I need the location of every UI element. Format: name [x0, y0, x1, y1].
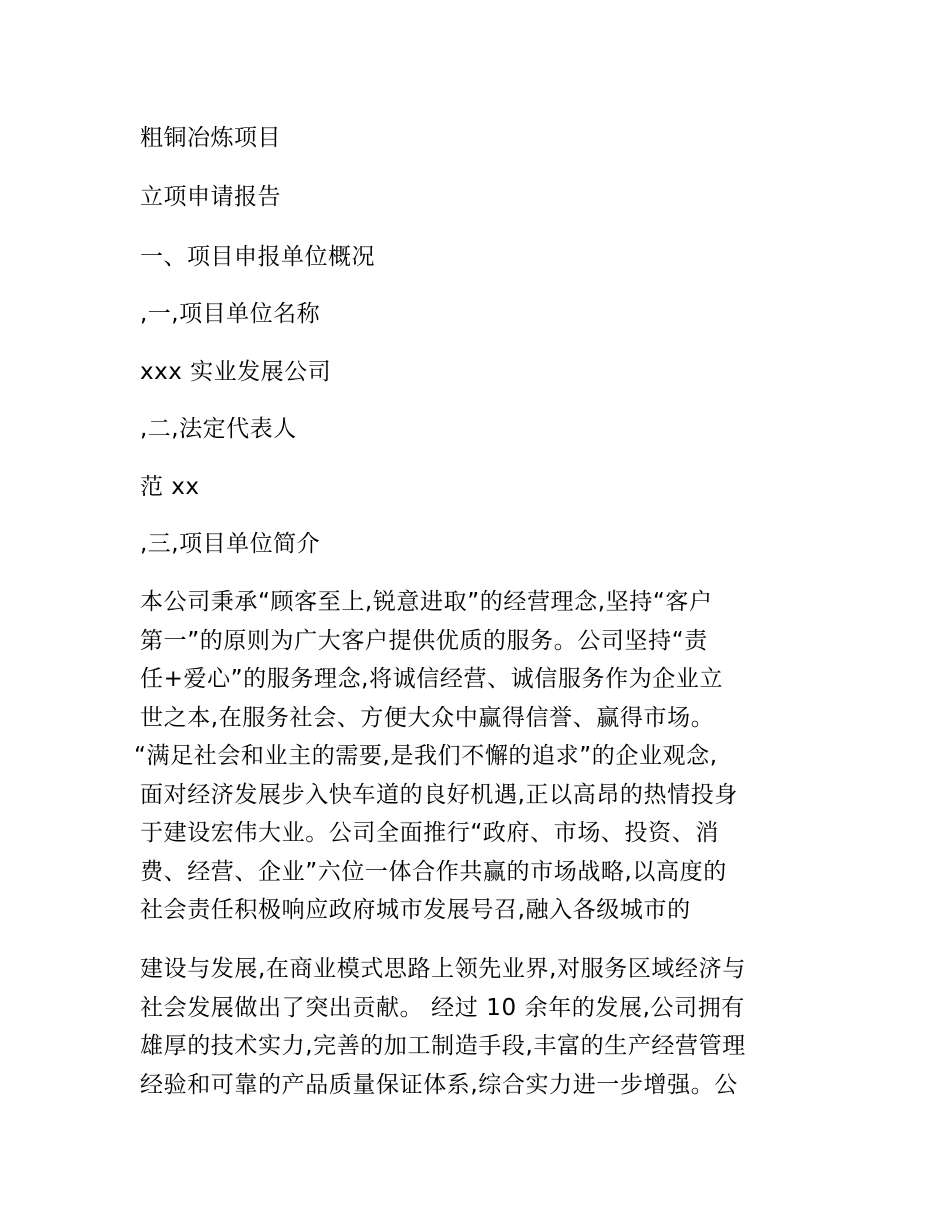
subsection-heading-legal-rep: ,二,法定代表人: [140, 416, 297, 442]
intro-paragraph-2: [140, 950, 820, 1104]
legal-rep-value: 范 xx: [140, 474, 200, 500]
paragraph-line: 世之本,在服务社会、方便大众中赢得信誉、赢得市场。: [140, 704, 715, 731]
paragraph-line: 社会责任积极响应政府城市发展号召,融入各级城市的: [140, 897, 691, 923]
paragraph-line: 社会发展做出了突出贡献。 经过 10 余年的发展,公司拥有: [140, 994, 745, 1021]
paragraph-line: 建设与发展,在商业模式思路上领先业界,对服务区域经济与: [140, 956, 746, 982]
title-line-1: 粗铜冶炼项目: [140, 125, 281, 151]
paragraph-line: 雄厚的技术实力,完善的加工制造手段,丰富的生产经营管理: [140, 1033, 746, 1059]
paragraph-line: 经验和可靠的产品质量保证体系,综合实力进一步增强。公: [140, 1071, 738, 1098]
paragraph-line: “满足社会和业主的需要,是我们不懈的追求”的企业观念,: [134, 743, 718, 769]
paragraph-line: 于建设宏伟大业。公司全面推行“政府、市场、投资、消: [140, 820, 719, 846]
paragraph-line: 任+爱心”的服务理念,将诚信经营、诚信服务作为企业立: [140, 666, 724, 692]
paragraph-line: 面对经济发展步入快车道的良好机遇,正以高昂的热情投身: [140, 781, 738, 808]
paragraph-line: 本公司秉承“顾客至上,锐意进取”的经营理念,坚持“客户: [140, 589, 713, 615]
paragraph-line: 第一”的原则为广大客户提供优质的服务。公司坚持“责: [140, 627, 708, 654]
title-line-2: 立项申请报告: [140, 184, 281, 210]
subsection-heading-company-intro: ,三,项目单位简介: [140, 531, 321, 557]
subsection-heading-company-name: ,一,项目单位名称: [140, 301, 321, 327]
section-heading: 一、项目申报单位概况: [140, 244, 375, 270]
company-name-value: xxx 实业发展公司: [140, 359, 332, 385]
intro-paragraph-1: [134, 583, 820, 930]
paragraph-line: 费、经营、企业”六位一体合作共赢的市场战略,以高度的: [140, 858, 727, 885]
